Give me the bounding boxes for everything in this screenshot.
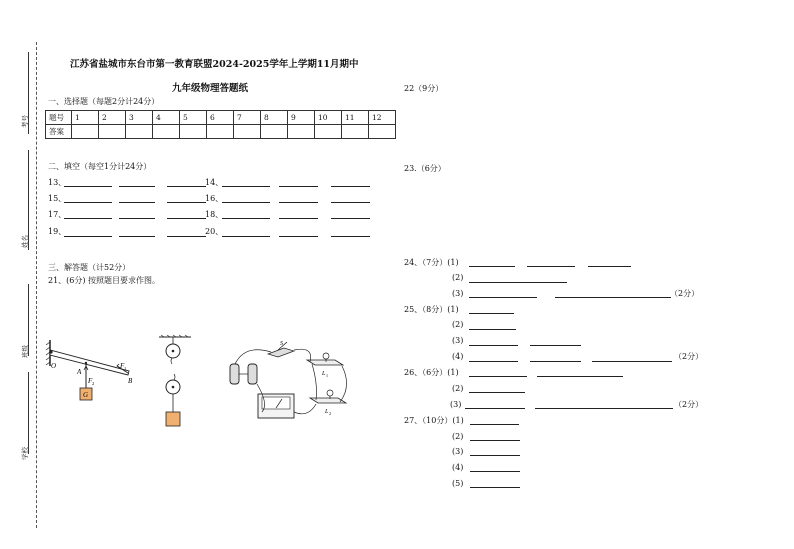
q27-1-blank[interactable] (470, 424, 519, 425)
q26-3-blank-2[interactable] (535, 408, 673, 409)
q27-3-blank[interactable] (470, 455, 520, 456)
q27-part4: (4) (452, 463, 464, 472)
q26-part3: (3) (450, 400, 462, 409)
q13-blank-1[interactable] (64, 186, 112, 187)
label-A: A (77, 368, 82, 376)
answer-cell[interactable] (315, 125, 342, 139)
page-title: 江苏省盐城市东台市第一教育联盟2024-2025学年上学期11月期中 (70, 59, 359, 70)
q20-blank-3[interactable] (331, 236, 370, 237)
question-number: 12 (369, 111, 396, 125)
q19-blank-1[interactable] (64, 236, 112, 237)
q26-1-blank-2[interactable] (537, 376, 623, 377)
label-L1-sub: 1 (326, 373, 328, 378)
question-number: 5 (180, 111, 207, 125)
q27-part5: (5) (452, 479, 464, 488)
table-row (46, 125, 396, 139)
q26-3-blank-1[interactable] (465, 408, 525, 409)
q25-part2: (2) (452, 320, 464, 329)
q26-label: 26、（6分）(1) (404, 368, 459, 377)
q23-label: 23.（6分） (404, 164, 446, 173)
question-number: 7 (234, 111, 261, 125)
label-F2-sub: 2 (92, 381, 95, 386)
label-F1-sub: 1 (124, 366, 127, 371)
binding-line (36, 42, 37, 528)
page-subtitle: 九年级物理答题纸 (172, 83, 249, 94)
q24-points: （2分） (670, 289, 700, 298)
question-number: 6 (207, 111, 234, 125)
q18-blank-1[interactable] (222, 218, 270, 219)
q27-4-blank[interactable] (470, 471, 520, 472)
q20-blank-2[interactable] (279, 236, 318, 237)
q16-blank-1[interactable] (222, 202, 270, 203)
q18-label: 18、 (205, 210, 224, 219)
question-number: 9 (288, 111, 315, 125)
q16-label: 16、 (205, 194, 224, 203)
q27-5-blank[interactable] (470, 487, 520, 488)
table-row (46, 111, 396, 125)
answer-cell[interactable] (369, 125, 396, 139)
q25-4-blank-2[interactable] (530, 361, 581, 362)
q24-3-blank-1[interactable] (469, 297, 537, 298)
q24-1-blank-3[interactable] (588, 266, 631, 267)
section1-heading: 一、选择题（每题2分计24分） (48, 97, 160, 106)
label-class: 班级 (21, 345, 29, 358)
q25-label: 25、（8分）(1) (404, 305, 459, 314)
q24-1-blank-2[interactable] (527, 266, 575, 267)
choice-answer-table (45, 110, 396, 139)
q16-blank-2[interactable] (279, 202, 318, 203)
answer-cell[interactable] (207, 125, 234, 139)
answer-cell[interactable] (180, 125, 207, 139)
row-label-number: 题号 (46, 111, 72, 125)
q22-label: 22（9分） (404, 84, 444, 93)
question-number: 1 (72, 111, 99, 125)
answer-cell[interactable] (342, 125, 369, 139)
answer-cell[interactable] (72, 125, 99, 139)
q24-part2: (2) (452, 273, 464, 282)
answer-cell[interactable] (126, 125, 153, 139)
q15-label: 15、 (48, 194, 67, 203)
q18-blank-2[interactable] (279, 218, 318, 219)
q19-blank-3[interactable] (167, 236, 206, 237)
q21-prompt: 21、(6分) 按照题目要求作图。 (48, 276, 161, 285)
q14-blank-1[interactable] (222, 186, 270, 187)
label-O: O (51, 362, 57, 370)
q24-label: 24、（7分）(1) (404, 258, 459, 267)
q24-2-blank[interactable] (469, 282, 567, 283)
q17-blank-2[interactable] (119, 218, 155, 219)
q27-part3: (3) (452, 447, 464, 456)
answer-cell[interactable] (261, 125, 288, 139)
q20-label: 20、 (205, 227, 224, 236)
q27-label: 27、（10分）(1) (404, 416, 464, 425)
q13-blank-2[interactable] (119, 186, 155, 187)
answer-cell[interactable] (99, 125, 126, 139)
q26-part2: (2) (452, 384, 464, 393)
q14-blank-2[interactable] (279, 186, 318, 187)
answer-cell[interactable] (153, 125, 180, 139)
q24-3-blank-2[interactable] (555, 297, 671, 298)
answer-cell[interactable] (234, 125, 261, 139)
q19-label: 19、 (48, 227, 67, 236)
label-B: B (128, 377, 133, 385)
label-S: S (280, 341, 283, 347)
lever-figure (44, 336, 139, 406)
question-number: 8 (261, 111, 288, 125)
q27-2-blank[interactable] (470, 440, 520, 441)
label-name: 姓名 (21, 235, 29, 248)
q17-blank-3[interactable] (167, 218, 206, 219)
q25-points: （2分） (674, 352, 704, 361)
q16-blank-3[interactable] (331, 202, 370, 203)
q18-blank-3[interactable] (331, 218, 370, 219)
q26-2-blank[interactable] (469, 392, 525, 393)
q26-points: （2分） (674, 400, 704, 409)
question-number: 4 (153, 111, 180, 125)
q25-4-blank-3[interactable] (592, 361, 672, 362)
q17-blank-1[interactable] (64, 218, 112, 219)
q15-blank-3[interactable] (167, 202, 206, 203)
q25-3-blank-2[interactable] (530, 345, 581, 346)
section3-heading: 三、解答题（计52分） (48, 263, 131, 272)
question-number: 10 (315, 111, 342, 125)
section2-heading: 二、填空（每空1分计24分） (48, 162, 152, 171)
q13-blank-3[interactable] (167, 186, 206, 187)
q25-part3: (3) (452, 336, 464, 345)
q25-4-blank-1[interactable] (469, 361, 518, 362)
q27-part2: (2) (452, 432, 464, 441)
row-label-answer: 答案 (46, 125, 72, 139)
question-number: 11 (342, 111, 369, 125)
circuit-figure (222, 336, 358, 426)
pulley-figure (155, 334, 195, 430)
q14-label: 14、 (205, 178, 224, 187)
q24-part3: (3) (452, 289, 464, 298)
q17-label: 17、 (48, 210, 67, 219)
label-school: 学校 (21, 447, 29, 460)
q20-blank-1[interactable] (222, 236, 270, 237)
label-G: G (83, 391, 89, 399)
q14-blank-3[interactable] (331, 186, 370, 187)
question-number: 2 (99, 111, 126, 125)
label-L2-sub: 2 (329, 411, 331, 416)
q15-blank-1[interactable] (64, 202, 112, 203)
q25-2-blank[interactable] (469, 329, 516, 330)
q24-1-blank-1[interactable] (469, 266, 515, 267)
question-number: 3 (126, 111, 153, 125)
label-L1: L (322, 371, 326, 377)
label-F1: F (120, 362, 125, 370)
answer-cell[interactable] (288, 125, 315, 139)
q26-1-blank-1[interactable] (469, 376, 527, 377)
q15-blank-2[interactable] (119, 202, 155, 203)
label-L2: L (325, 409, 329, 415)
q25-part4: (4) (452, 352, 464, 361)
label-F2: F (88, 377, 93, 385)
sidebar-line-4 (28, 372, 29, 454)
q13-label: 13、 (48, 178, 67, 187)
q25-1-blank[interactable] (469, 313, 514, 314)
q19-blank-2[interactable] (119, 236, 155, 237)
q25-3-blank-1[interactable] (469, 345, 518, 346)
label-exam-no: 考号 (21, 115, 29, 128)
